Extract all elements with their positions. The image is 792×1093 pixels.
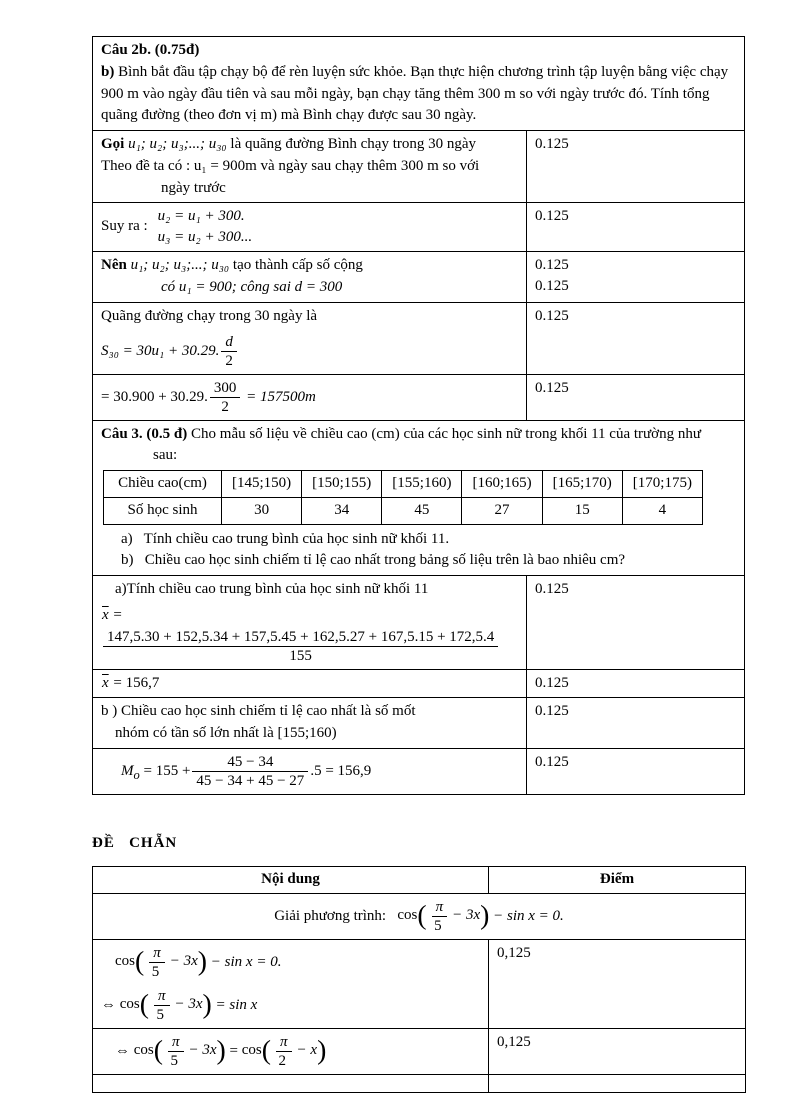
fraction xyxy=(146,944,165,981)
fraction-numerator: d xyxy=(221,333,237,352)
content-cell xyxy=(93,131,527,203)
cos-token: cos xyxy=(133,1042,154,1059)
content-cell xyxy=(93,698,527,749)
content-cell xyxy=(93,374,527,420)
table-row xyxy=(93,576,745,670)
table-row xyxy=(93,374,745,420)
points-cell xyxy=(526,576,744,670)
equation: u₂ = u₁ + 300. xyxy=(157,208,245,225)
right-paren: ) xyxy=(317,1034,327,1066)
left-paren: ( xyxy=(135,945,145,977)
points-value: 0.125 xyxy=(534,581,569,597)
item-a-label: a) xyxy=(121,530,133,547)
line-text: ngày trước xyxy=(161,179,226,196)
fraction-denominator: 5 xyxy=(151,963,160,980)
points-value: 0.125 xyxy=(534,674,569,691)
cau2b-table xyxy=(92,36,745,795)
count-cell: 27 xyxy=(462,497,542,524)
inside-term: − 3x xyxy=(169,953,198,970)
solve-statement-cell xyxy=(93,893,746,939)
solution-b-title: b ) Chiều cao học sinh chiếm tỉ lệ cao nhất là số mốt xyxy=(101,703,416,720)
inside-term: − x xyxy=(296,1042,318,1059)
fraction-denominator: 5 xyxy=(434,917,442,934)
cos-expression xyxy=(115,944,208,980)
fraction-denominator: 45 − 34 + 45 − 27 xyxy=(196,772,305,789)
line-text: Quãng đường chạy trong 30 ngày là xyxy=(101,307,318,324)
points-value: 0,125 xyxy=(497,944,531,961)
fraction-numerator: 147,5.30 + 152,5.34 + 157,5.45 + 162,5.27 + 167,5.15 + 172,5.4 xyxy=(103,628,498,647)
left-paren: ( xyxy=(153,1034,163,1066)
points-cell xyxy=(489,939,746,1028)
equivalence-arrow: ⇔ xyxy=(101,996,116,1013)
count-cell: 30 xyxy=(222,497,302,524)
equation: u₃ = u₂ + 300... xyxy=(157,229,253,246)
table-row xyxy=(93,420,745,576)
right-paren: ) xyxy=(202,988,212,1020)
fraction xyxy=(429,898,448,935)
fraction-numerator: 45 − 34 xyxy=(192,753,308,772)
fraction-denominator: 2 xyxy=(221,398,229,415)
line-rest: tạo thành cấp số cộng xyxy=(232,257,363,274)
table-row xyxy=(93,939,746,1028)
content-cell xyxy=(93,748,527,794)
table-row xyxy=(93,669,745,698)
cau3-statement-cell xyxy=(93,420,745,576)
content-cell xyxy=(93,669,527,698)
interval-cell: [150;155) xyxy=(302,471,382,498)
interval-cell: [165;170) xyxy=(542,471,622,498)
mode-symbol: $M_o$ xyxy=(121,762,140,782)
equation-stack xyxy=(158,206,252,248)
points-value: 0.125 xyxy=(534,703,569,720)
x-bar: $\overline{x}$ xyxy=(102,606,109,623)
points-value: 0.125 xyxy=(534,278,569,295)
inside-term: − 3x xyxy=(188,1042,217,1059)
interval-cell: [160;165) xyxy=(462,471,542,498)
suyra-label: Suy ra : xyxy=(101,218,148,235)
content-cell xyxy=(93,939,489,1028)
right-paren: ) xyxy=(197,945,208,977)
de-chan-heading: ĐỀ CHẴN xyxy=(92,834,178,851)
table-row xyxy=(93,252,745,303)
fraction-numerator: π xyxy=(276,1033,292,1052)
item-b-label: b) xyxy=(121,552,134,569)
cos-expression xyxy=(119,987,212,1023)
question-header-cell xyxy=(93,37,745,131)
solution-b-line2: nhóm có tần số lớn nhất là [155;160) xyxy=(115,725,337,741)
fraction-denominator: 2 xyxy=(225,352,233,369)
content-cell xyxy=(93,576,527,670)
formula-suffix: = 157500m xyxy=(246,388,316,405)
points-value: 0.125 xyxy=(534,208,569,225)
line-text: Theo đề ta có : u₁ = 900m và ngày sau chạy thêm 300 m so với xyxy=(101,157,480,174)
fraction xyxy=(151,987,170,1024)
column-header-noidung: Nội dung xyxy=(93,866,489,893)
line-rest: là quãng đường Bình chạy trong 30 ngày xyxy=(230,136,477,152)
points-cell xyxy=(489,1028,746,1074)
fraction xyxy=(192,753,308,790)
interval-cell: [145;150) xyxy=(222,471,302,498)
question-title: Câu 2b. (0.75đ) xyxy=(101,42,200,58)
x-bar: $\overline{x}$ xyxy=(102,674,109,691)
points-cell xyxy=(526,698,744,749)
points-cell xyxy=(526,669,744,698)
item-a-text: Tính chiều cao trung bình của học sinh nữ khối 11. xyxy=(143,530,450,547)
points-cell xyxy=(526,131,744,203)
count-cell: 4 xyxy=(622,497,702,524)
empty-cell xyxy=(489,1074,746,1092)
empty-cell xyxy=(93,1074,489,1092)
table-row xyxy=(93,866,746,893)
solve-prefix: Giải phương trình: xyxy=(274,907,387,924)
equivalence-arrow: ⇔ xyxy=(115,1042,130,1059)
fraction-numerator: 300 xyxy=(210,379,241,398)
fraction xyxy=(273,1033,292,1070)
count-cell: 34 xyxy=(302,497,382,524)
points-cell xyxy=(526,748,744,794)
points-cell xyxy=(526,374,744,420)
after-term: − sin x = 0. xyxy=(493,907,564,924)
goi-label: Gọi xyxy=(101,136,125,152)
fraction xyxy=(103,628,498,665)
question-text-cont: sau: xyxy=(153,447,178,464)
row-header: Số học sinh xyxy=(104,497,222,524)
fraction-denominator: 2 xyxy=(278,1052,287,1069)
points-value: 0.125 xyxy=(534,379,569,396)
right-paren: ) xyxy=(480,899,490,931)
table-row xyxy=(93,1074,746,1092)
solution-a-title: a)Tính chiều cao trung bình của học sinh nữ khối 11 xyxy=(115,581,429,597)
interval-cell: [170;175) xyxy=(622,471,702,498)
points-value: 0,125 xyxy=(497,1033,531,1050)
interval-cell: [155;160) xyxy=(382,471,462,498)
question-title: Câu 3. (0.5 đ) xyxy=(101,425,188,442)
table-row xyxy=(104,497,703,524)
column-header-diem: Điểm xyxy=(489,866,746,893)
table-row xyxy=(93,203,745,252)
cos-expression xyxy=(397,898,490,934)
fraction-denominator: 5 xyxy=(156,1006,164,1023)
line-math: có u₁ = 900; công sai d = 300 xyxy=(161,279,343,295)
after-term: − sin x = 0. xyxy=(210,953,282,970)
points-value: 0.125 xyxy=(534,257,569,274)
cos-token: cos xyxy=(397,907,418,924)
formula-suffix: .5 = 156,9 xyxy=(310,762,372,779)
inside-term: − 3x xyxy=(174,996,203,1013)
sequence-math: u₁; u₂; u₃;...; u₃₀ xyxy=(130,257,230,274)
content-cell xyxy=(93,203,527,252)
fraction xyxy=(165,1033,184,1070)
points-stack xyxy=(535,255,736,297)
table-row xyxy=(93,302,745,374)
cos-token: cos xyxy=(119,996,140,1013)
fraction-numerator: π xyxy=(149,944,165,963)
points-cell xyxy=(526,302,744,374)
height-data-table xyxy=(103,470,703,525)
fraction-numerator: π xyxy=(432,898,448,917)
points-cell xyxy=(526,203,744,252)
inside-term: − 3x xyxy=(452,907,481,924)
after-term: = sin x xyxy=(215,996,258,1013)
formula-prefix: S₃₀ = 30u₁ + 30.29. xyxy=(101,342,220,359)
de-chan-table xyxy=(92,866,746,1093)
content-cell xyxy=(93,1028,489,1074)
cos-token: cos xyxy=(115,953,135,970)
table-row xyxy=(93,698,745,749)
cos-token: cos xyxy=(241,1042,262,1059)
cos-expression xyxy=(133,1033,226,1069)
fraction xyxy=(221,333,237,370)
content-cell xyxy=(93,302,527,374)
question-text: Bình bắt đầu tập chạy bộ để rèn luyện sức khỏe. Bạn thực hiện chương trình tập luyện bằng việc chạy 900 m vào ngày đầu tiên và sau mỗi ngày, bạn chạy tăng thêm 300 m so với ngày trước đó. Tính tổng quãng đường (theo đơn vị m) mà Bình chạy được sau 30 ngày. xyxy=(101,63,729,124)
left-paren: ( xyxy=(139,988,149,1020)
table-row xyxy=(93,131,745,203)
content-cell xyxy=(93,252,527,303)
equals-sign: = xyxy=(113,606,122,623)
left-paren: ( xyxy=(417,899,427,931)
points-value: 0.125 xyxy=(534,307,569,324)
table-row xyxy=(93,37,745,131)
cos-expression xyxy=(241,1033,327,1069)
points-value: 0.125 xyxy=(534,753,569,770)
equals-sign: = xyxy=(229,1042,239,1059)
table-row xyxy=(93,1028,746,1074)
fraction-denominator: 5 xyxy=(170,1052,178,1069)
question-text: Cho mẫu số liệu về chiều cao (cm) của các học sinh nữ trong khối 11 của trường như xyxy=(191,425,701,442)
left-paren: ( xyxy=(261,1034,272,1066)
table-row xyxy=(93,893,746,939)
fraction-denominator: 155 xyxy=(289,647,312,664)
count-cell: 45 xyxy=(382,497,462,524)
table-row xyxy=(104,471,703,498)
question-item-label: b) xyxy=(101,63,115,80)
count-cell: 15 xyxy=(542,497,622,524)
points-cell xyxy=(526,252,744,303)
fraction-numerator: π xyxy=(154,987,170,1006)
points-value: 0.125 xyxy=(534,136,569,152)
nen-label: Nên xyxy=(101,257,127,274)
formula-prefix: = 30.900 + 30.29. xyxy=(101,388,208,405)
row-header: Chiều cao(cm) xyxy=(104,471,222,498)
sequence-math: u₁; u₂; u₃;...; u₃₀ xyxy=(128,136,227,152)
right-paren: ) xyxy=(216,1034,226,1066)
item-b-text: Chiều cao học sinh chiếm tỉ lệ cao nhất trong bảng số liệu trên là bao nhiêu cm? xyxy=(144,552,626,569)
table-row xyxy=(93,748,745,794)
fraction xyxy=(210,379,241,416)
formula-mid: = 155 + xyxy=(143,762,191,779)
fraction-numerator: π xyxy=(168,1033,184,1052)
result-value: = 156,7 xyxy=(113,674,160,691)
